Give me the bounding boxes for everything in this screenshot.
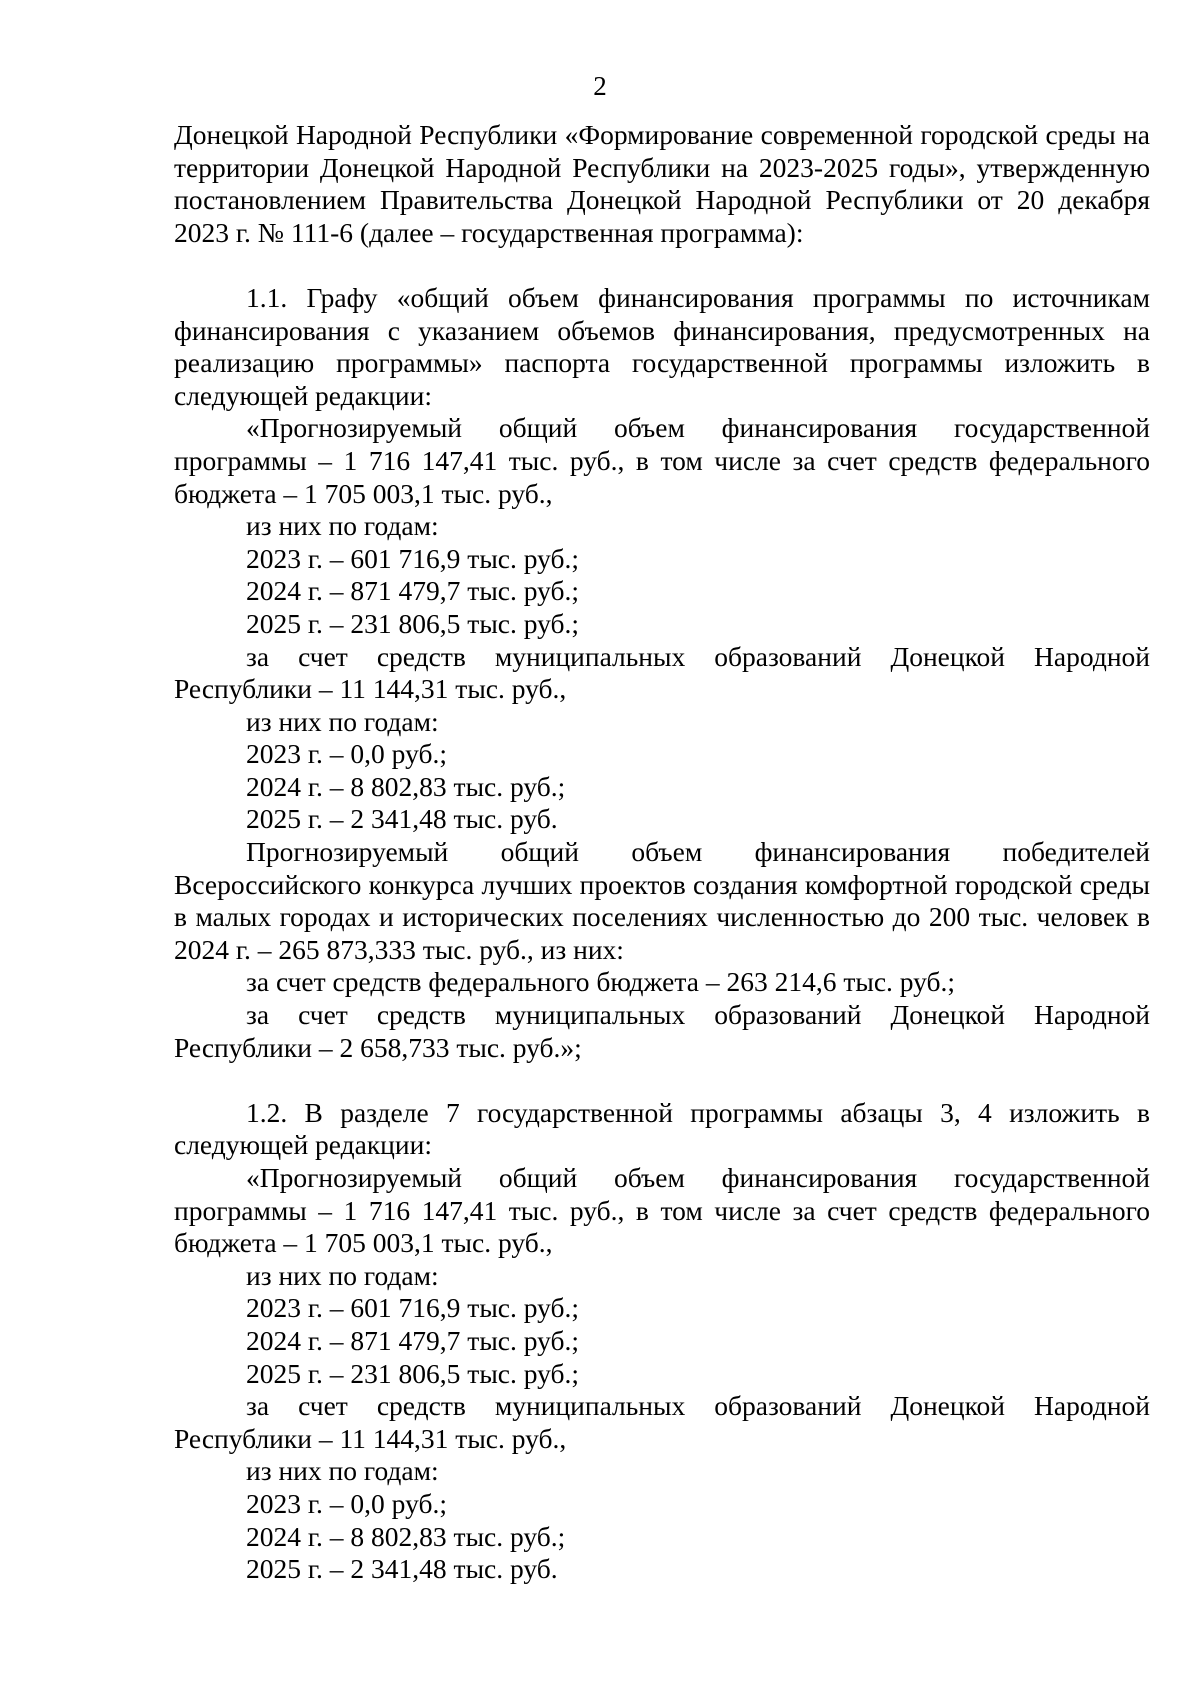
federal-2023-line: 2023 г. – 601 716,9 тыс. руб.; xyxy=(246,542,580,574)
total-funding-paragraph: «Прогнозируемый общий объем финансирования государственной программы – 1 716 147,41 тыс. руб., в том числе за счет средств федерального бюджета – 1 705 003,1 тыс. руб., xyxy=(174,412,1150,509)
section-1-1 xyxy=(174,282,1150,1064)
municipal-funding-paragraph: за счет средств муниципальных образований Донецкой Народной Республики – 11 144,31 тыс. руб., xyxy=(174,1390,1150,1454)
municipal-2025-line: 2025 г. – 2 341,48 тыс. руб. xyxy=(246,1553,558,1585)
municipal-2024-line: 2024 г. – 8 802,83 тыс. руб.; xyxy=(246,1520,566,1552)
federal-2024-line: 2024 г. – 871 479,7 тыс. руб.; xyxy=(246,575,580,607)
by-years-label: из них по годам: xyxy=(246,510,439,542)
contest-funding-paragraph: Прогнозируемый общий объем финансирования победителей Всероссийского конкурса лучших проектов создания комфортной городской среды в малых городах и исторических поселениях численностью до 200 тыс. человек в 2024 г. – 265 873,333 тыс. руб., из них: xyxy=(174,836,1150,965)
intro-paragraph: Донецкой Народной Республики «Формирование современной городской среды на территории Донецкой Народной Республики на 2023-2025 годы», утвержденную постановлением Правительства Донецкой Народной Республики от 20 декабря 2023 г. № 111-6 (далее – государственная программа): xyxy=(174,119,1150,248)
federal-2023-line: 2023 г. – 601 716,9 тыс. руб.; xyxy=(246,1292,580,1324)
municipal-2024-line: 2024 г. – 8 802,83 тыс. руб.; xyxy=(246,770,566,802)
contest-municipal-paragraph: за счет средств муниципальных образований Донецкой Народной Республики – 2 658,733 тыс. руб.»; xyxy=(174,999,1150,1063)
section-1-2 xyxy=(174,1097,1150,1586)
document-body xyxy=(174,119,1150,1586)
by-years-label: из них по годам: xyxy=(246,1455,439,1487)
paragraph-gap xyxy=(174,249,1150,282)
total-funding-paragraph: «Прогнозируемый общий объем финансирования государственной программы – 1 716 147,41 тыс. руб., в том числе за счет средств федерального бюджета – 1 705 003,1 тыс. руб., xyxy=(174,1162,1150,1259)
federal-2024-line: 2024 г. – 871 479,7 тыс. руб.; xyxy=(246,1324,580,1356)
contest-federal-line: за счет средств федерального бюджета – 263 214,6 тыс. руб.; xyxy=(246,966,956,998)
section-heading: 1.2. В разделе 7 государственной программы абзацы 3, 4 изложить в следующей редакции: xyxy=(174,1096,1150,1161)
paragraph-gap xyxy=(174,1064,1150,1097)
section-heading: 1.1. Графу «общий объем финансирования программы по источникам финансирования с указанием объемов финансирования, предусмотренных на реализацию программы» паспорта государственной программы изложить в следующей редакции: xyxy=(174,281,1150,411)
by-years-label: из них по годам: xyxy=(246,1259,439,1291)
municipal-2023-line: 2023 г. – 0,0 руб.; xyxy=(246,1487,447,1519)
municipal-funding-paragraph: за счет средств муниципальных образований Донецкой Народной Республики – 11 144,31 тыс. руб., xyxy=(174,640,1150,705)
municipal-2023-line: 2023 г. – 0,0 руб.; xyxy=(246,738,447,770)
federal-2025-line: 2025 г. – 231 806,5 тыс. руб.; xyxy=(246,1357,580,1389)
municipal-2025-line: 2025 г. – 2 341,48 тыс. руб. xyxy=(246,803,558,835)
page-number: 2 xyxy=(593,71,607,101)
by-years-label: из них по годам: xyxy=(246,705,439,737)
federal-2025-line: 2025 г. – 231 806,5 тыс. руб.; xyxy=(246,607,580,639)
